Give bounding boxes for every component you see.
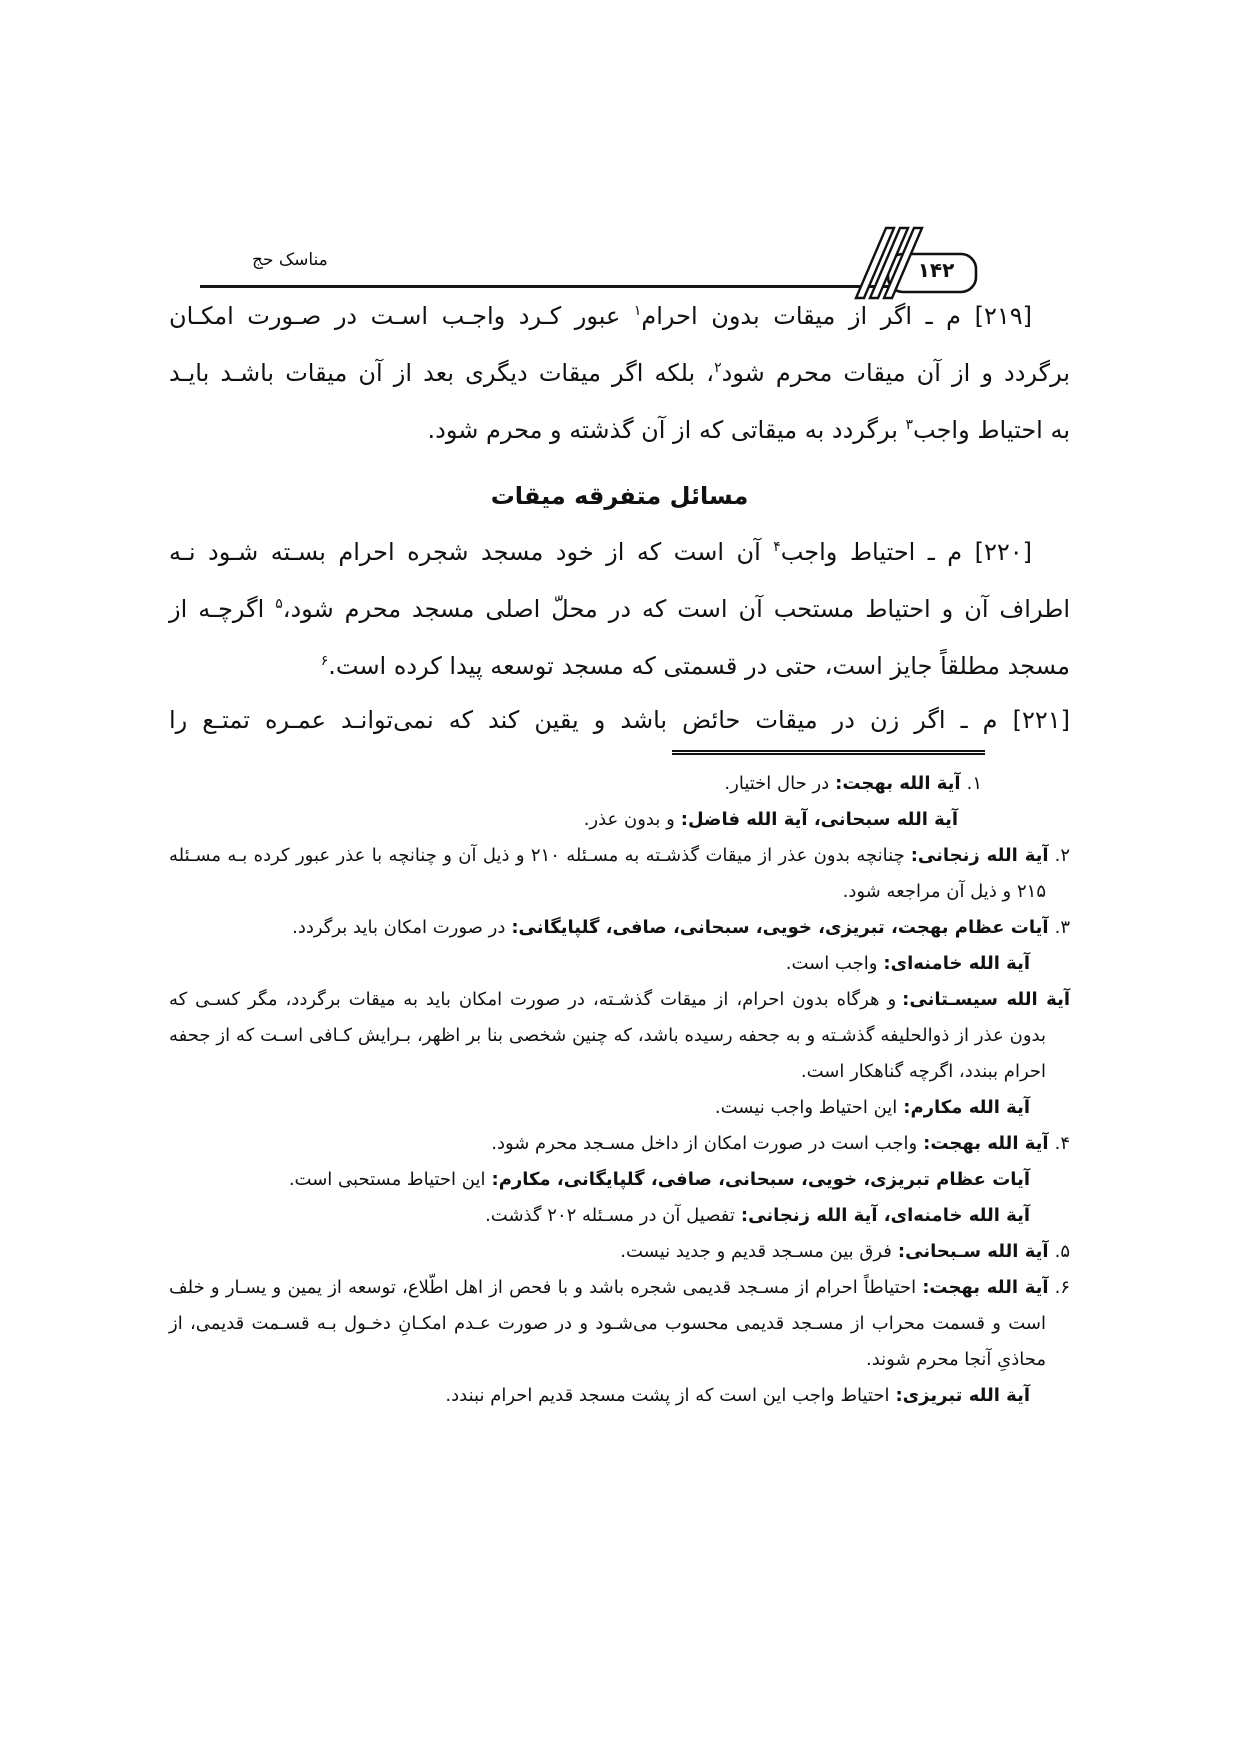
footnote-number: ۳.: [1054, 917, 1070, 938]
line-text: عبور کـرد واجـب اسـت در صـورت امکـان: [169, 302, 634, 330]
marja-name: آية الله بهجت:: [923, 1133, 1049, 1154]
marja-name: آية الله زنجانی:: [910, 845, 1049, 866]
footnote-ref: ۳: [905, 417, 914, 433]
footnote-line: [169, 910, 1070, 946]
footnote-ref: ۲: [714, 360, 722, 376]
line-text: اگرچـه از: [169, 595, 276, 623]
marja-name: آية الله خامنه‌ای، آية الله زنجانی:: [740, 1205, 1030, 1226]
marja-name: آية الله مکارم:: [903, 1097, 1030, 1118]
marja-name: آيات عظام بهجت، تبریزی، خویی، سبحانی، صافی، گلپایگانی:: [511, 917, 1049, 938]
footnote-line: [169, 802, 958, 838]
footnote-line: [169, 838, 1070, 910]
marja-name: آية الله خامنه‌ای:: [883, 953, 1030, 974]
footnote-3: [169, 910, 1070, 1126]
footnote-text: و بدون عذر.: [583, 809, 675, 830]
paragraph-221: [169, 692, 1070, 749]
line-text: برگردد و از آن میقات محرم شود: [721, 359, 1070, 387]
marja-name: آية الله سیسـتانی:: [902, 989, 1070, 1010]
footnote-line: [169, 766, 982, 802]
body-line: [169, 345, 1070, 402]
marja-name: آيات عظام تبریزی، خویی، سبحانی، صافی، گلپایگانی، مکارم:: [491, 1169, 1030, 1190]
paragraph-219: [169, 288, 1070, 459]
footnote-text: فرق بین مسـجد قدیم و جدید نیست.: [620, 1241, 892, 1262]
footnote-line: [169, 1270, 1070, 1378]
footnote-line: [169, 1198, 1030, 1234]
footnote-text: در حال اختیار.: [724, 773, 830, 794]
body-line: [169, 524, 1070, 581]
section-heading: مسائل متفرقه میقات: [490, 482, 749, 510]
footnote-line: [169, 1378, 1030, 1414]
body-line: [169, 581, 1070, 638]
line-text: اطراف آن و احتیاط مستحب آن است که در محلّ اصلی مسجد محرم شود،: [282, 595, 1070, 623]
body-line: [169, 288, 1070, 345]
line-text: مسجد مطلقاً جایز است، حتی در قسمتی که مسجد توسعه پیدا کرده است.: [328, 652, 1070, 680]
footnote-number: ۶.: [1054, 1277, 1070, 1298]
line-text: ، بلکه اگر میقات دیگری بعد از آن میقات باشـد بایـد: [169, 359, 715, 387]
line-text: به احتیاط واجب: [913, 416, 1070, 444]
footnote-text: در صورت امکان باید برگردد.: [292, 917, 506, 938]
line-text: [۲۲۱] م ـ اگر زن در میقات حائض باشد و یقین کند که نمی‌توانـد عمـره تمتـع را: [169, 706, 1070, 734]
marja-name: آية الله سبحانی، آية الله فاضل:: [680, 809, 958, 830]
footnote-number: ۵.: [1054, 1241, 1070, 1262]
footnote-text: احتیاط واجب این است که از پشت مسجد قدیم احرام نبندد.: [445, 1385, 890, 1406]
page-number: ۱۴۲: [917, 258, 955, 282]
footnote-text: و هرگاه بدون احرام، از میقات گذشـته، در صورت امکان باید به میقات برگردد، مگر کسـی که بدون عذر از ذوالحلیفه گذشـته و به جحفه رسیده باشد، که چنین شخصی بنا بر اظهر، بـرایش کـافی اسـت که از جحفه احرام ببندد، اگرچه گناهکار است.: [169, 989, 1046, 1082]
footnote-ref: ۱: [633, 303, 642, 319]
footnote-5: [169, 1234, 1070, 1270]
footnote-1: [169, 766, 1070, 838]
footnote-4: [169, 1126, 1070, 1234]
footnote-line: [169, 1234, 1070, 1270]
footnote-text: این احتیاط مستحبی است.: [288, 1169, 486, 1190]
footnote-text: چنانچه بدون عذر از میقات گذشـته به مسـئله ۲۱۰ و ذیل آن و چنانچه با عذر عبور کرده بـه مسـئله ۲۱۵ و ذیل آن مراجعه شود.: [169, 845, 1046, 902]
footnote-line: [169, 1162, 1030, 1198]
footnote-number: ۴.: [1054, 1133, 1070, 1154]
marja-name: آية الله بهجت:: [835, 773, 961, 794]
line-text: برگردد به میقاتی که از آن گذشته و محرم شود.: [427, 416, 906, 444]
body-line: [169, 402, 1070, 459]
footnote-separator: [672, 750, 985, 755]
running-title: مناسک حج: [252, 250, 328, 270]
footnote-number: ۱.: [966, 773, 982, 794]
footnote-6: [169, 1270, 1070, 1414]
footnotes-section: [169, 766, 1070, 1414]
footnote-ref: ۴: [773, 539, 781, 555]
paragraph-220: [169, 524, 1070, 695]
footnote-line: [169, 1126, 1070, 1162]
footnote-text: واجب است.: [785, 953, 878, 974]
footnote-text: احتیاطاً احرام از مسـجد قدیمی شجره باشد و با فحص از اهل اطّلاع، توسعه از یمین و یسـار و خلف است و قسمت محراب از مسـجد قدیمی محسوب می‌شـود و در صورت عـدم امکـانِ دخـول بـه قسـمت قدیمی، از محاذیِ آنجا محرم شوند.: [169, 1277, 1046, 1370]
footnote-ref: ۵: [275, 596, 283, 612]
footnote-line: [169, 1090, 1030, 1126]
line-text: آن است که از خود مسجد شجره احرام بسـته شـود نـه: [169, 538, 774, 566]
body-line: [169, 638, 1070, 695]
footnote-text: واجب است در صورت امکان از داخل مسـجد محرم شود.: [491, 1133, 918, 1154]
marja-name: آية الله سـبحانی:: [897, 1241, 1049, 1262]
footnote-text: تفصیل آن در مسـئله ۲۰۲ گذشت.: [485, 1205, 735, 1226]
marja-name: آية الله تبریزی:: [895, 1385, 1030, 1406]
footnote-text: این احتیاط واجب نیست.: [714, 1097, 898, 1118]
footnote-2: [169, 838, 1070, 910]
footnote-ref: ۶: [320, 653, 329, 669]
body-line: [169, 692, 1070, 749]
footnote-line: [169, 982, 1070, 1090]
line-text: [۲۱۹] م ـ اگر از میقات بدون احرام: [641, 302, 1032, 330]
line-text: [۲۲۰] م ـ احتیاط واجب: [780, 538, 1032, 566]
footnote-line: [169, 946, 1030, 982]
footnote-number: ۲.: [1054, 845, 1070, 866]
marja-name: آية الله بهجت:: [922, 1277, 1049, 1298]
